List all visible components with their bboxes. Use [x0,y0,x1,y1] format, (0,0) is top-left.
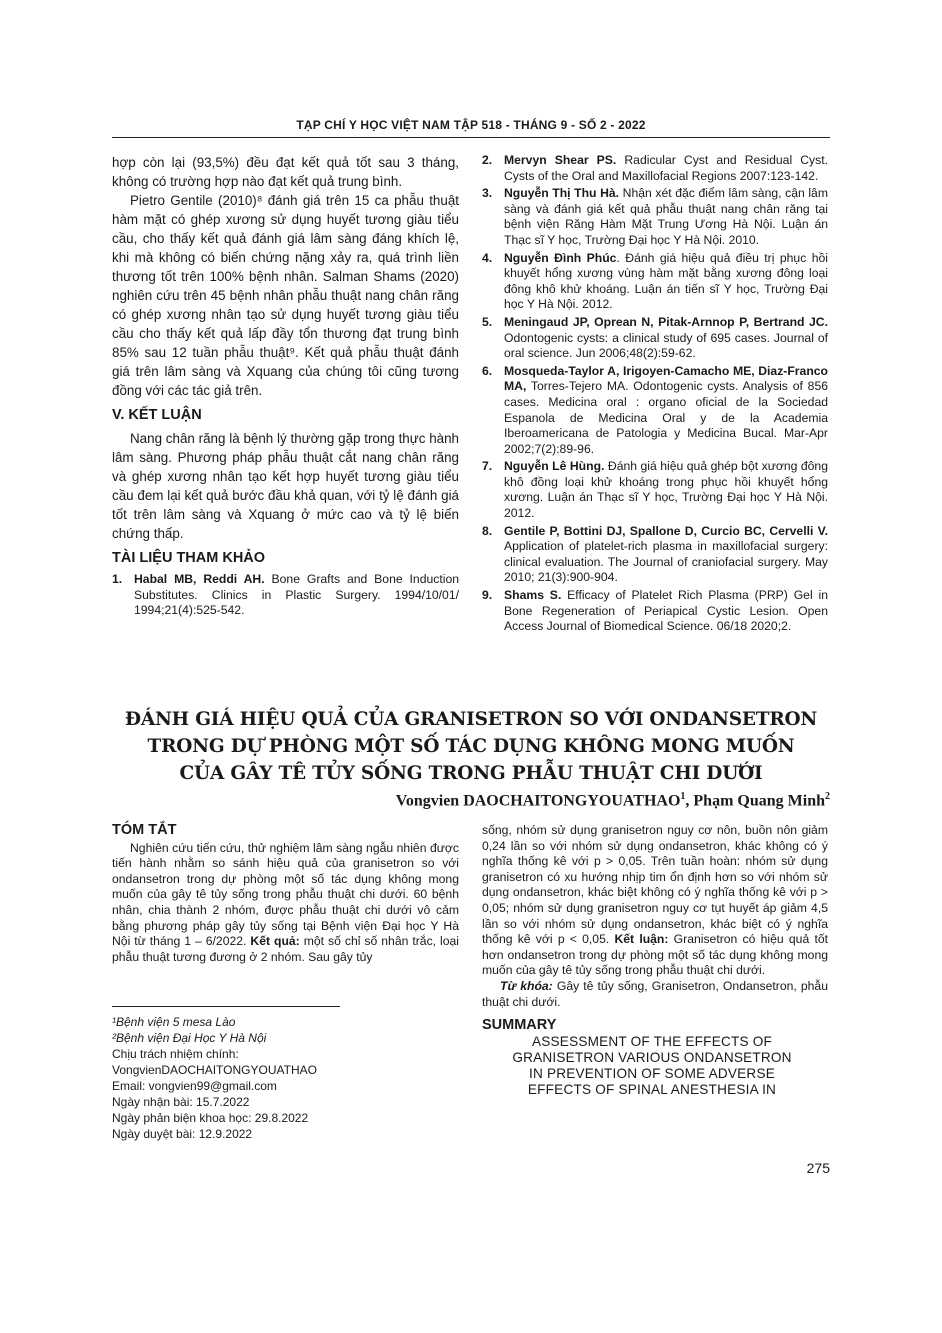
right-column [482,153,828,637]
header-rule [112,137,830,138]
reference-item [482,524,828,586]
reference-authors: Gentile P, Bottini DJ, Spallone D, Curcio BC, Cervelli V. [504,523,828,538]
author-separator: , [685,792,694,810]
reference-text: Torres-Tejero MA. Odontogenic cysts. Analysis of 856 cases. Medicina oral : organo oficial de la Sociedad Espanola de Medicina Oral y de la Academia Iberoamericana de Patologia y Medicina Bucal. Mar-Apr 2002;7(2):89-96. [504,379,828,456]
reference-item [482,588,828,635]
reference-item [482,459,828,521]
left-column [112,153,459,621]
reference-item [482,186,828,248]
summary-title-line: GRANISETRON VARIOUS ONDANSETRON [512,1049,792,1065]
section-heading-conclusion: V. KẾT LUẬN [112,407,202,423]
affiliation-mark: 2 [825,791,830,802]
reference-authors: Nguyễn Lê Hùng. [504,459,605,474]
abstract-text-part: sống, nhóm sử dụng granisetron nguy cơ nôn, buồn nôn giảm 0,24 lần so với nhóm sử dụng ondansetron, khác không có ý nghĩa thống kê với p > 0,05. Trên tuần hoàn: nhóm sử dụng granisetron có xu hướng nhịp tim ổn định hơn so với nhóm sử dụng ondansetron, khác biệt không có ý nghĩa thống kê với p > 0,05; nhóm sử dụng granisetron nguy cơ tụt huyết áp giảm 4,5 lần so với nhóm sử dụng ondansetron, khác biệt có ý nghĩa thống kê với p < 0,05. [482,823,828,947]
date-received: Ngày nhận bài: 15.7.2022 [112,1095,250,1109]
conclusion-label: Kết luận: [614,932,669,947]
summary-title-line: ASSESSMENT OF THE EFFECTS OF [532,1033,772,1049]
reference-authors: Shams S. [504,588,562,603]
reference-text: Đánh giá hiệu quả ghép bột xương đông khô đồng loại khử khoáng trong phục hồi khuyết hổng xương. Luận án Thạc sĩ Y học, Trường Đại học Y Hà Nội. 2012. [504,459,828,521]
article-title [112,706,830,787]
reference-text: Efficacy of Platelet Rich Plasma (PRP) Gel in Bone Regeneration of Periapical Cystic Lesion. Open Access Journal of Biomedical Science. 06/18 2020;2. [504,588,828,634]
summary-title [482,1034,822,1098]
reference-item [482,315,828,362]
reference-item [482,364,828,458]
email: Email: vongvien99@gmail.com [112,1079,277,1093]
title-line: CỦA GÂY TÊ TỦY SỐNG TRONG PHẪU THUẬT CHI DƯỚI [179,763,763,784]
reference-number: 8. [482,523,493,538]
abstract-heading: TÓM TẮT [112,822,177,838]
corresponding-name: VongvienDAOCHAITONGYOUATHAO [112,1063,317,1077]
paragraph: hợp còn lại (93,5%) đều đạt kết quả tốt sau 3 tháng, không có trường hợp nào đạt kết quả trung bình. [112,155,459,189]
abstract-left [112,823,459,965]
reference-text: Radicular Cyst and Residual Cyst. Cysts of the Oral and Maxillofacial Regions 2007:123-142. [504,153,828,183]
results-label: Kết quả: [250,934,300,949]
summary-title-line: EFFECTS OF SPINAL ANESTHESIA IN [527,1081,777,1097]
date-reviewed: Ngày phản biện khoa học: 29.8.2022 [112,1111,309,1125]
abstract-right [482,823,828,1098]
page-number: 275 [806,1160,830,1176]
reference-authors: Habal MB, Reddi AH. [134,572,265,586]
reference-item [482,153,828,184]
footnote-rule [112,1006,340,1007]
affiliation-2: ²Bệnh viện Đại Học Y Hà Nội [112,1031,267,1045]
abstract-text-part: Nghiên cứu tiến cứu, thử nghiệm lâm sàng ngẫu nhiên được tiến hành nhằm so sánh hiệu quả của granisetron so với ondansetron trong dự phòng một số tác dụng không mong muốn của gây tê tủy sống trong phẫu thuật chi dưới. 60 bệnh nhân, chia thành 2 nhóm, được phẫu thuật chi dưới vô cảm bằng phương pháp gây tủy sống tại Bệnh viện Đại học Y Hà Nội từ tháng 1 – 6/2022. [112,840,459,949]
journal-header: TẠP CHÍ Y HỌC VIỆT NAM TẬP 518 - THÁNG 9 - SỐ 2 - 2022 [296,118,646,132]
summary-title-line: IN PREVENTION OF SOME ADVERSE [528,1065,775,1081]
corresponding-label: Chịu trách nhiệm chính: [112,1047,239,1061]
reference-number: 4. [482,250,493,265]
reference-authors: Meningaud JP, Oprean N, Pitak-Arnnop P, Bertrand JC. [504,314,828,329]
title-line: TRONG DỰ PHÒNG MỘT SỐ TÁC DỤNG KHÔNG MONG MUỐN [147,736,795,757]
reference-text: Nhận xét đặc điểm lâm sàng, cận lâm sàng và đánh giá kết quả phẫu thuật nang chân răng tại bệnh viện Răng Hàm Mặt Trung Ương Hà Nội. Luận án Thạc sĩ Y học, Trường Đại học Y Hà Nội. 2010. [504,186,828,247]
abstract-text-part: Granisetron có hiệu quả tốt hơn ondansetron trong dự phòng một số tác dụng không mong muốn của gây tê tủy sống trong phẫu thuật chi dưới. [482,932,828,978]
reference-item [112,572,459,619]
reference-number: 7. [482,459,493,474]
reference-text: Odontogenic cysts: a clinical study of 695 cases. Journal of oral science. Jun 2006;48(2):59-62. [504,330,828,361]
footnotes [112,1014,459,1142]
reference-authors: Nguyễn Thị Thu Hà. [504,186,620,201]
keywords [482,979,828,1010]
keywords-text: Gây tê tủy sống, Granisetron, Ondansetron, phẫu thuật chi dưới. [482,978,828,1009]
author-name: Vongvien DAOCHAITONGYOUATHAO [395,792,681,810]
reference-item [482,251,828,313]
reference-authors: Nguyễn Đình Phúc [504,250,617,265]
reference-number: 3. [482,186,493,201]
date-approved: Ngày duyệt bài: 12.9.2022 [112,1127,253,1141]
author-name: Phạm Quang Minh [693,792,825,810]
abstract-text-part: một số chỉ số nhân trắc, loại phẫu thuật tương đương ở 2 nhóm. Sau gây tủy [112,934,459,964]
reference-text: Bone Grafts and Bone Induction Substitutes. Clinics in Plastic Surgery. 1994/10/01/ 1994;21(4):525-542. [134,572,459,618]
affiliation-1: ¹Bệnh viện 5 mesa Lào [112,1015,236,1029]
paragraph: Nang chân răng là bệnh lý thường gặp trong thực hành lâm sàng. Phương pháp phẫu thuật cắt nang chân răng và ghép xương nhân tạo kết hợp huyết tương giàu tiểu cầu đem lại kết quả bước đầu khả quan, với tỷ lệ đánh giá tốt trên lâm sàng và Xquang ở mức cao và tỷ lệ biến chứng thấp. [112,431,459,541]
reference-number: 1. [112,572,123,586]
reference-text: Application of platelet-rich plasma in maxillofacial surgery: clinical evaluation. The Journal of craniofacial surgery. May 2010; 21(3):900-904. [504,539,828,585]
reference-number: 2. [482,153,493,167]
abstract-text [112,841,459,966]
affiliation-mark: 1 [680,791,686,802]
section-heading-references: TÀI LIỆU THAM KHẢO [112,550,266,566]
title-line: ĐÁNH GIÁ HIỆU QUẢ CỦA GRANISETRON SO VỚI ONDANSETRON [124,709,818,730]
reference-number: 6. [482,363,493,378]
reference-number: 9. [482,588,493,603]
reference-authors: Mervyn Shear PS. [504,153,617,167]
paragraph: Pietro Gentile (2010)⁸ đánh giá trên 15 ca phẫu thuật hàm mặt có ghép xương sử dụng huyết tương giàu tiểu cầu, cho thấy kết quả đánh giá lâm sàng đáng khích lệ, khi mà không có biến chứng nặng xảy ra, quá trình liền thương tốt trên 100% bệnh nhân. Salman Shams (2020) nghiên cứu trên 45 bệnh nhân phẫu thuật nang chân răng có ghép xương nhân tạo sử dụng huyết tương giàu tiểu cầu cho thấy kết quả lấp đầy tổn thương đạt trung bình 85% sau 12 tuần phẫu thuật⁹. Kết quả phẫu thuật đánh giá trên lâm sàng và Xquang của chúng tôi cũng tương đồng với các tác giả trên. [112,193,459,398]
author-line [396,791,830,810]
reference-list [112,572,459,619]
summary-heading: SUMMARY [482,1017,557,1034]
reference-authors: Mosqueda-Taylor A, Irigoyen-Camacho ME, Diaz-Franco MA, [504,363,828,394]
keywords-label: Từ khóa: [500,978,553,993]
reference-number: 5. [482,314,493,329]
abstract-text [482,823,828,979]
reference-text: . Đánh giá hiệu quả điều trị phục hồi khuyết hổng xương vùng hàm mặt bằng xương đông loại đông khô khử khoáng. Luận án tiến sĩ Y học, Trường Đại học Y Hà Nội. 2012. [504,250,829,312]
